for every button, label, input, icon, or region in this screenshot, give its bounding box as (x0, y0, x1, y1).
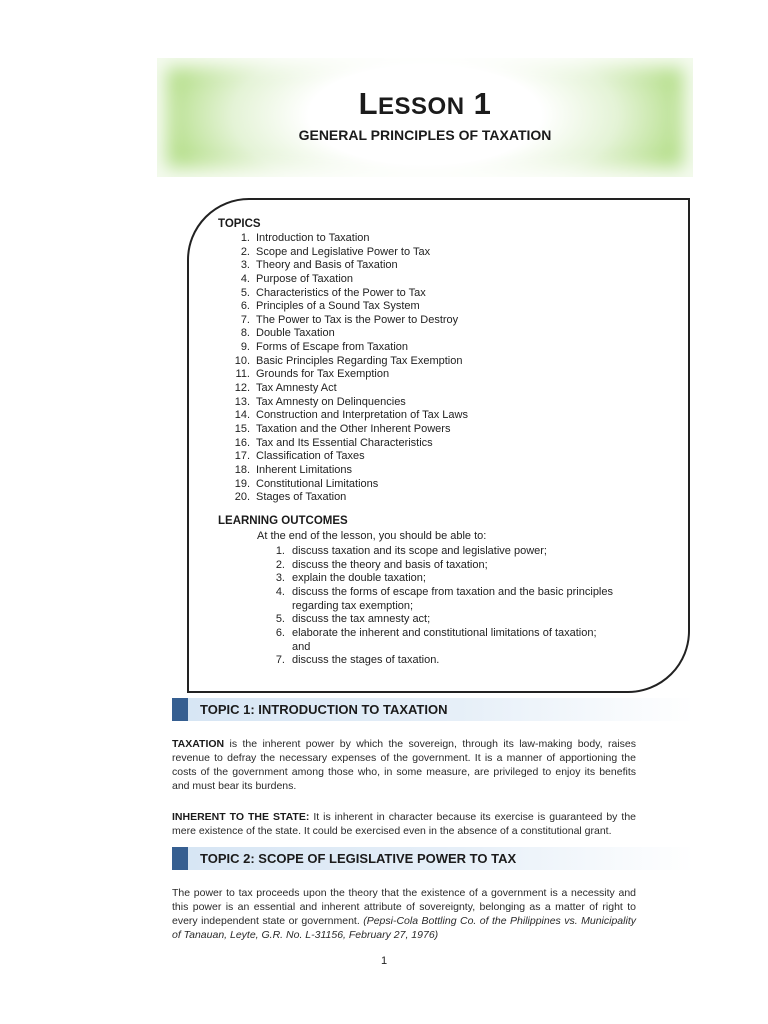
topic-1-header (172, 698, 694, 721)
topic-item-number: 10. (234, 354, 250, 367)
topic-1-title: TOPIC 1: INTRODUCTION TO TAXATION (200, 702, 448, 717)
topic-item (218, 368, 468, 382)
topic-item (218, 314, 468, 328)
topic-item (218, 478, 468, 492)
case-citation: (Pepsi-Cola Bottling Co. of the Philippines vs. Municipality of Tanauan, Leyte, G.R. No. L-31156, February 27, 1976) (172, 915, 636, 941)
lesson-title (157, 86, 693, 122)
outcomes-intro: At the end of the lesson, you should be able to: (257, 530, 487, 542)
topic-item-text: Tax and Its Essential Characteristics (256, 436, 433, 449)
topic-item-number: 1. (240, 232, 250, 244)
topic-item-number: 15. (234, 422, 250, 435)
outcome-item-text: explain the double taxation; (292, 572, 426, 585)
topic-item-text: Tax Amnesty on Delinquencies (256, 395, 406, 408)
outcome-item-text: discuss the tax amnesty act; (292, 613, 431, 626)
topic-item-text: The Power to Tax is the Power to Destroy (256, 313, 459, 326)
lesson-banner (157, 58, 693, 177)
outcome-item-text: discuss the stages of taxation. (292, 654, 440, 667)
topic-2-header (172, 847, 694, 870)
topic-item-text: Principles of a Sound Tax System (256, 300, 420, 313)
topic-item-number: 4. (240, 272, 250, 285)
lesson-title-rest: ESSON (378, 93, 465, 120)
inherent-term: INHERENT TO THE STATE: (172, 811, 310, 823)
outcome-item-text: discuss the theory and basis of taxation; (292, 558, 488, 571)
topic-item-number: 7. (240, 313, 250, 326)
topic-item (218, 409, 468, 423)
topic-item (218, 259, 468, 273)
topic-marker (172, 698, 188, 721)
topic-item-text: Characteristics of the Power to Tax (256, 286, 426, 299)
topic-item-text: Introduction to Taxation (256, 232, 370, 244)
topic-item-text: Double Taxation (256, 327, 335, 340)
topic-item-text: Tax Amnesty Act (256, 382, 337, 395)
topic-item-text: Grounds for Tax Exemption (256, 368, 390, 381)
topic-item-number: 8. (240, 327, 250, 340)
topic-item-text: Basic Principles Regarding Tax Exemption (256, 354, 463, 367)
topics-heading: TOPICS (218, 218, 261, 230)
topic-item-number: 20. (234, 491, 250, 504)
topic-item (218, 287, 468, 301)
topics-list (218, 232, 468, 505)
taxation-definition-paragraph (172, 737, 636, 793)
outcomes-heading: LEARNING OUTCOMES (218, 515, 348, 527)
outcome-item-number: 4. (275, 585, 285, 598)
topic-item-text: Forms of Escape from Taxation (256, 341, 409, 354)
topic-item-number: 16. (234, 436, 250, 449)
topic-item-number: 19. (234, 477, 250, 490)
outcome-item-number: 6. (275, 626, 285, 639)
topic-item-number: 5. (240, 286, 250, 299)
topic-item-number: 6. (240, 300, 250, 313)
scope-paragraph (172, 886, 636, 942)
topic-item-number: 17. (234, 450, 250, 463)
lesson-subtitle: GENERAL PRINCIPLES OF TAXATION (298, 127, 552, 143)
topic-item (218, 423, 468, 437)
topic-item-number: 12. (234, 382, 250, 395)
topic-item-text: Constitutional Limitations (256, 477, 379, 490)
topic-item (218, 232, 468, 246)
topic-item (218, 382, 468, 396)
outcome-item-number: 2. (275, 558, 285, 571)
topic-item-number: 3. (240, 259, 250, 272)
topic-item (218, 464, 468, 478)
topic-item-text: Scope and Legislative Power to Tax (256, 245, 431, 258)
lesson-title-initial: L (358, 86, 379, 121)
outcome-item (257, 572, 617, 586)
topic-item-text: Purpose of Taxation (256, 272, 354, 285)
topic-item-text: Stages of Taxation (256, 491, 347, 504)
page-number: 1 (380, 955, 388, 967)
topic-item (218, 355, 468, 369)
taxation-definition-text: is the inherent power by which the sovereign, through its law-making body, raises revenue to defray the necessary expenses of the government. It is a manner of apportioning the costs of the government among those who, in some measure, are privileged to enjoy its benefits and must bear its burdens. (172, 738, 636, 792)
topic-item (218, 300, 468, 314)
topic-item (218, 396, 468, 410)
topic-item (218, 450, 468, 464)
outcome-item-number: 1. (275, 545, 285, 557)
outcome-item (257, 545, 617, 559)
outcome-item-text: discuss the forms of escape from taxation and the basic principles regarding tax exemption; (292, 585, 613, 612)
outcome-item-number: 3. (275, 572, 285, 585)
outcomes-list (257, 545, 617, 668)
topic-item-text: Taxation and the Other Inherent Powers (256, 422, 451, 435)
topic-item-number: 13. (234, 395, 250, 408)
outcome-item (257, 586, 617, 613)
topic-2-title: TOPIC 2: SCOPE OF LEGISLATIVE POWER TO TAX (200, 851, 517, 866)
outcome-item-number: 7. (275, 654, 285, 667)
outcome-item (257, 627, 617, 654)
topic-item-text: Theory and Basis of Taxation (256, 259, 398, 272)
topic-item-number: 18. (234, 463, 250, 476)
topic-item-number: 2. (240, 245, 250, 258)
outcome-item-text: discuss taxation and its scope and legislative power; (292, 545, 547, 557)
scope-text: The power to tax proceeds upon the theory that the existence of a government is a necessity and this power is an essential and inherent attribute of sovereignty, belonging as a matter of right to every independent state or government. (172, 887, 636, 927)
topic-marker (172, 847, 188, 870)
outcome-item (257, 654, 617, 668)
outcome-item (257, 559, 617, 573)
outcome-item-number: 5. (275, 613, 285, 626)
topic-item-text: Construction and Interpretation of Tax Laws (256, 409, 468, 422)
inherent-paragraph (172, 810, 636, 838)
topic-item (218, 491, 468, 505)
outcome-item-text: elaborate the inherent and constitutional limitations of taxation; and (292, 626, 597, 653)
topic-item-number: 11. (235, 368, 250, 381)
topic-item-number: 9. (240, 341, 250, 354)
topic-item (218, 273, 468, 287)
topic-item (218, 246, 468, 260)
inherent-text: It is inherent in character because its exercise is guaranteed by the mere existence of the state. It could be exercised even in the absence of a constitutional grant. (172, 811, 636, 837)
topic-item (218, 341, 468, 355)
topic-item (218, 327, 468, 341)
topic-item-number: 14. (234, 409, 250, 422)
topic-item-text: Inherent Limitations (256, 463, 352, 476)
topic-item-text: Classification of Taxes (256, 450, 365, 463)
lesson-number: 1 (473, 86, 492, 121)
topic-item (218, 437, 468, 451)
taxation-term: TAXATION (172, 738, 225, 750)
outcome-item (257, 613, 617, 627)
